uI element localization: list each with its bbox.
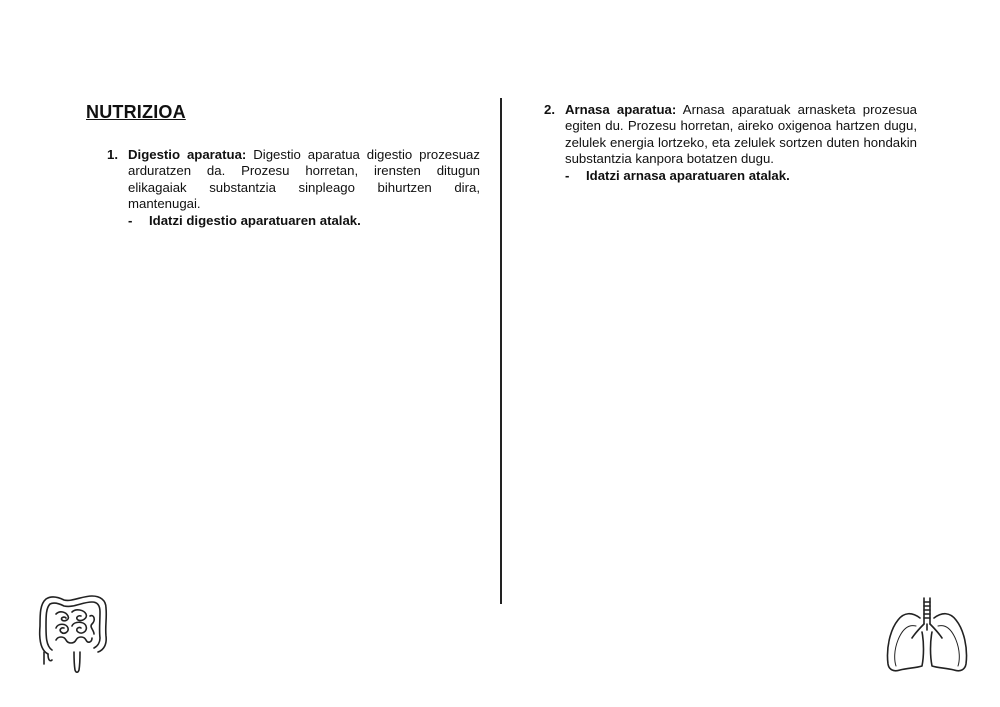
item-number: 2.: [544, 102, 555, 117]
task-text: Idatzi digestio aparatuaren atalak.: [149, 212, 361, 228]
item-body: Arnasa aparatuak arnasketa prozesua egiten du. Prozesu horretan, aireko oxigenoa hartzen dugu, zelulek energia lortzeko, eta zelulek sortzen duten hondakin substantzia kanpora botatzen dugu.: [565, 102, 917, 167]
task-instruction: [128, 213, 480, 229]
intestines-icon: [34, 590, 114, 676]
page-title: NUTRIZIOA: [86, 102, 186, 122]
column-divider: [500, 98, 502, 604]
task-instruction: [565, 168, 917, 184]
item-heading: Digestio aparatua:: [128, 147, 247, 162]
task-dash: -: [565, 167, 570, 183]
item-text: [128, 147, 480, 213]
lungs-icon: [884, 596, 970, 676]
section-respiratory-system: [544, 102, 917, 184]
task-text: Idatzi arnasa aparatuaren atalak.: [586, 167, 790, 183]
section-digestive-system: [107, 147, 480, 229]
item-text: [565, 102, 917, 168]
item-heading: Arnasa aparatua:: [565, 102, 677, 117]
item-body: Digestio aparatua digestio prozesuaz arduratzen da. Prozesu horretan, irensten ditugun elikagaiak substantzia sinpleago bihurtzen dira, mantenugai.: [128, 147, 480, 212]
item-number: 1.: [107, 147, 118, 162]
task-dash: -: [128, 212, 133, 228]
